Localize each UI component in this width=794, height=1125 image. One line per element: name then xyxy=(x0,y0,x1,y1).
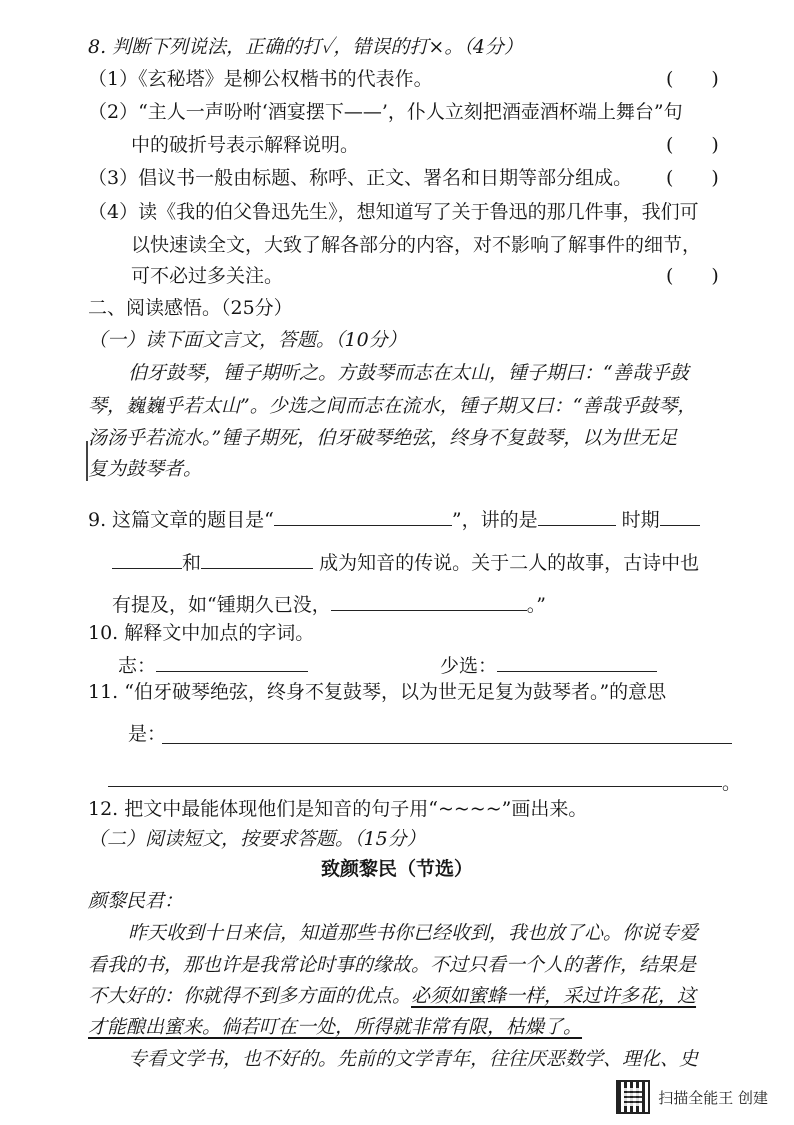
q11-answer-prefix: 是： xyxy=(128,723,167,745)
part1-header: （一）读下面文言文，答题。（10分） xyxy=(88,329,407,351)
q11-end-mark: 。 xyxy=(722,772,742,794)
article-line-4 xyxy=(88,1014,582,1040)
q12-header: 12. 把文中最能体现他们是知音的句子用“~~~~”画出来。 xyxy=(88,798,588,820)
q10-header: 10. 解释文中加点的字词。 xyxy=(88,622,315,644)
q10-label-zhi: 志： xyxy=(118,655,157,677)
article-underlined-2: 才能酿出蜜来。倘若叮在一处，所得就非常有限，枯燥了。 xyxy=(88,1016,583,1038)
q9-text-b: ”，讲的是 xyxy=(451,509,538,531)
q9-text-a: 9. 这篇文章的题目是“ xyxy=(88,509,274,531)
article-title: 致颜黎民（节选） xyxy=(320,858,473,880)
q9-blank-period[interactable] xyxy=(538,505,616,526)
article-line-2: 看我的书，那也许是我常论时事的缘故。不过只看一个人的著作，结果是 xyxy=(88,954,697,976)
q9-line-3 xyxy=(112,590,546,618)
q8-answer-paren-4[interactable]: ( ) xyxy=(666,265,719,287)
q9-blank-person-2[interactable] xyxy=(201,548,313,569)
article-salutation: 颜黎民君： xyxy=(88,890,184,912)
q11-answer-line-1[interactable] xyxy=(162,743,732,744)
q9-text-e: 成为知音的传说。关于二人的故事，古诗中也 xyxy=(319,552,700,574)
q9-blank-poem[interactable] xyxy=(331,590,527,611)
q9-text-d: 和 xyxy=(182,552,202,574)
q8-item-2-cont: 中的破折号表示解释说明。 xyxy=(131,134,360,156)
margin-mark xyxy=(86,441,88,481)
qr-code-icon xyxy=(616,1080,650,1114)
article-underlined-1: 必须如蜜蜂一样，采过许多花，这 xyxy=(411,985,697,1007)
q8-item-2: （2）“主人一声吩咐‘酒宴摆下——’，仆人立刻把酒壶酒杯端上舞台”句 xyxy=(88,101,683,123)
passage-line-1: 伯牙鼓琴，锺子期听之。方鼓琴而志在太山，锺子期曰：“善哉乎鼓 xyxy=(128,362,689,384)
q8-item-4: （4）读《我的伯父鲁迅先生》，想知道写了关于鲁迅的那几件事，我们可 xyxy=(88,201,699,223)
q9-text-f: 有提及，如“锺期久已没， xyxy=(112,594,331,616)
q8-answer-paren-3[interactable]: ( ) xyxy=(666,167,719,189)
article-line-1: 昨天收到十日来信，知道那些书你已经收到，我也放了心。你说专爱 xyxy=(128,922,699,944)
q10-item-1 xyxy=(118,651,308,679)
q8-header: 8. 判断下列说法，正确的打✓，错误的打×。（4分） xyxy=(88,36,523,58)
q8-answer-paren-1[interactable]: ( ) xyxy=(666,68,719,90)
q8-item-1: （1）《玄秘塔》是柳公权楷书的代表作。 xyxy=(88,68,433,90)
section2-header: 二、阅读感悟。（25分） xyxy=(88,297,293,319)
scanner-label: 扫描全能王 创建 xyxy=(658,1088,768,1107)
q9-blank-person-1b[interactable] xyxy=(112,548,182,569)
scanner-watermark xyxy=(616,1080,768,1114)
q10-blank-zhi[interactable] xyxy=(156,651,308,672)
q9-text-g: 。” xyxy=(526,594,546,616)
q9-blank-title[interactable] xyxy=(274,505,452,526)
article-line-5: 专看文学书，也不好的。先前的文学青年，往往厌恶数学、理化、史 xyxy=(128,1048,699,1070)
passage-line-2: 琴，巍巍乎若太山”。少选之间而志在流水，锺子期又曰：“善哉乎鼓琴， xyxy=(88,395,697,417)
q10-item-2 xyxy=(440,651,657,679)
passage-line-3: 汤汤乎若流水。”锺子期死，伯牙破琴绝弦，终身不复鼓琴，以为世无足 xyxy=(88,427,678,449)
part2-header: （二）阅读短文，按要求答题。（15分） xyxy=(88,828,426,850)
q8-item-3: （3）倡议书一般由标题、称呼、正文、署名和日期等部分组成。 xyxy=(88,167,633,189)
q8-item-4-cont1: 以快速读全文，大致了解各部分的内容，对不影响了解事件的细节， xyxy=(131,234,702,256)
q10-label-shaoxuan: 少选： xyxy=(440,655,498,677)
q9-blank-person-1a[interactable] xyxy=(660,505,700,526)
article-line-3-plain: 不大好的：你就得不到多方面的优点。 xyxy=(88,985,412,1007)
article-line-3 xyxy=(88,983,696,1009)
q9-line-2 xyxy=(112,548,699,576)
q8-item-4-cont2: 可不必过多关注。 xyxy=(131,265,284,287)
passage-line-4: 复为鼓琴者。 xyxy=(88,458,203,480)
q11-answer-line-2[interactable] xyxy=(108,786,722,787)
q10-blank-shaoxuan[interactable] xyxy=(497,651,657,672)
q9-text-c: 时期 xyxy=(621,509,660,531)
q9-line-1 xyxy=(88,505,700,533)
q8-answer-paren-2[interactable]: ( ) xyxy=(666,134,719,156)
q11-header: 11. “伯牙破琴绝弦，终身不复鼓琴，以为世无足复为鼓琴者。”的意思 xyxy=(88,681,667,703)
